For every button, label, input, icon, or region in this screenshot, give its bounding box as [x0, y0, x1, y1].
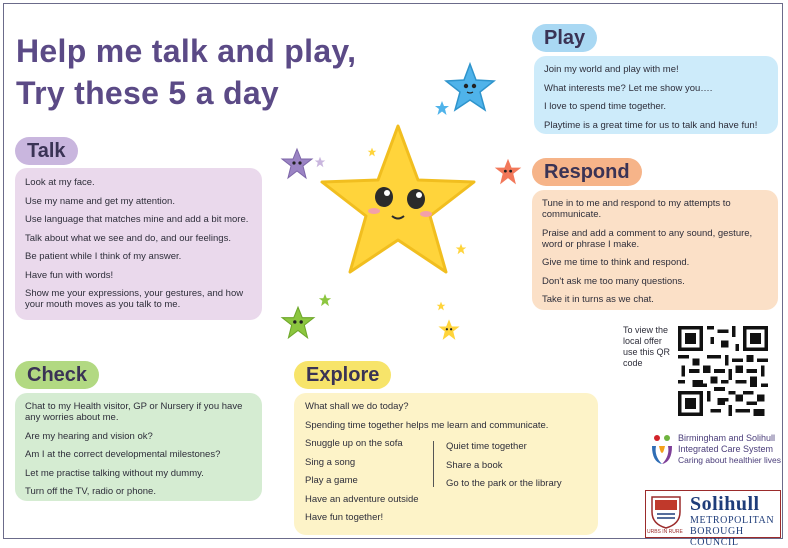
- blue-star: [444, 62, 496, 114]
- green-star: [280, 305, 316, 341]
- council-logo: [645, 490, 781, 548]
- qr-caption: To view the local offer use this QR code: [623, 325, 671, 368]
- council-name: Solihull: [690, 493, 760, 515]
- talk-panel: [15, 168, 262, 320]
- explore-item: Quiet time together: [446, 441, 527, 452]
- explore-right-list: [446, 441, 562, 497]
- respond-panel: [532, 190, 778, 310]
- ics-tagline: Caring about healthier lives: [678, 455, 782, 465]
- check-item: Are my hearing and vision ok?: [25, 430, 153, 442]
- explore-intro: Spending time together helps me learn and communicate.: [305, 419, 549, 431]
- talk-item: Use language that matches mine and add a bit more.: [25, 214, 249, 225]
- check-item: Turn off the TV, radio or phone.: [25, 486, 156, 497]
- council-line-2: METROPOLITAN: [690, 515, 775, 526]
- explore-item: Play a game: [305, 475, 358, 486]
- small-purple-star: [314, 156, 326, 168]
- play-item: Join my world and play with me!: [544, 64, 679, 75]
- respond-item: Take it in turns as we chat.: [542, 294, 654, 305]
- explore-item: Have an adventure outside: [305, 493, 419, 505]
- ics-name: [678, 433, 781, 466]
- explore-divider: [433, 441, 434, 487]
- play-heading: Play: [532, 24, 597, 52]
- explore-left-list: [305, 438, 419, 531]
- ics-line-1: Birmingham and Solihull: [678, 433, 776, 443]
- play-panel: [534, 56, 778, 134]
- talk-item: Be patient while I think of my answer.: [25, 251, 182, 262]
- title-line-2: Try these 5 a day: [16, 75, 280, 111]
- check-item: Chat to my Health visitor, GP or Nursery if you have any worries about me.: [25, 401, 243, 423]
- tiny-yellow-star: [455, 243, 467, 255]
- check-item: Let me practise talking without my dummy.: [25, 467, 204, 479]
- purple-star: [280, 147, 314, 181]
- explore-item: Go to the park or the library: [446, 478, 562, 489]
- respond-item: Don't ask me too many questions.: [542, 275, 685, 287]
- ics-line-2: Integrated Care System: [678, 444, 774, 454]
- respond-heading: Respond: [532, 158, 642, 186]
- council-crest-icon: [649, 494, 683, 530]
- check-heading: Check: [15, 361, 99, 389]
- explore-item: Have fun together!: [305, 512, 384, 523]
- council-motto: URBS IN RURE: [647, 529, 683, 535]
- talk-item: Show me your expressions, your gestures, and how your mouth moves as you talk to me.: [25, 288, 244, 310]
- page-title: [16, 30, 356, 114]
- explore-intro: What shall we do today?: [305, 401, 409, 412]
- council-line-3: BOROUGH COUNCIL: [690, 526, 744, 548]
- explore-panel: [294, 393, 598, 535]
- talk-item: Talk about what we see and do, and our feelings.: [25, 232, 231, 244]
- qr-code[interactable]: [678, 325, 768, 417]
- check-panel: [15, 393, 262, 501]
- respond-item: Praise and add a comment to any sound, gesture, word or phrase I make.: [542, 227, 753, 250]
- respond-item: Tune in to me and respond to my attempts to communicate.: [542, 198, 731, 220]
- play-item: I love to spend time together.: [544, 101, 666, 112]
- small-yellow-star: [437, 318, 461, 342]
- play-item: Playtime is a great time for us to talk and have fun!: [544, 119, 758, 131]
- tiny-yellow-star: [367, 147, 377, 157]
- talk-item: Use my name and get my attention.: [25, 195, 175, 207]
- ics-logo-icon: [650, 434, 674, 466]
- explore-item: Snuggle up on the sofa: [305, 438, 403, 449]
- big-star-character: [318, 122, 478, 292]
- explore-item: Sing a song: [305, 456, 356, 468]
- orange-star: [493, 157, 523, 187]
- talk-heading: Talk: [15, 137, 78, 165]
- tiny-yellow-star: [436, 301, 446, 311]
- talk-item: Have fun with words!: [25, 269, 114, 281]
- explore-item: Share a book: [446, 459, 503, 471]
- check-item: Am I at the correct developmental milestones?: [25, 449, 221, 460]
- small-blue-star: [434, 100, 450, 116]
- title-line-1: Help me talk and play,: [16, 33, 357, 69]
- small-green-star: [318, 293, 332, 307]
- respond-item: Give me time to think and respond.: [542, 257, 690, 268]
- explore-heading: Explore: [294, 361, 391, 389]
- talk-item: Look at my face.: [25, 177, 95, 188]
- play-item: What interests me? Let me show you….: [544, 82, 713, 94]
